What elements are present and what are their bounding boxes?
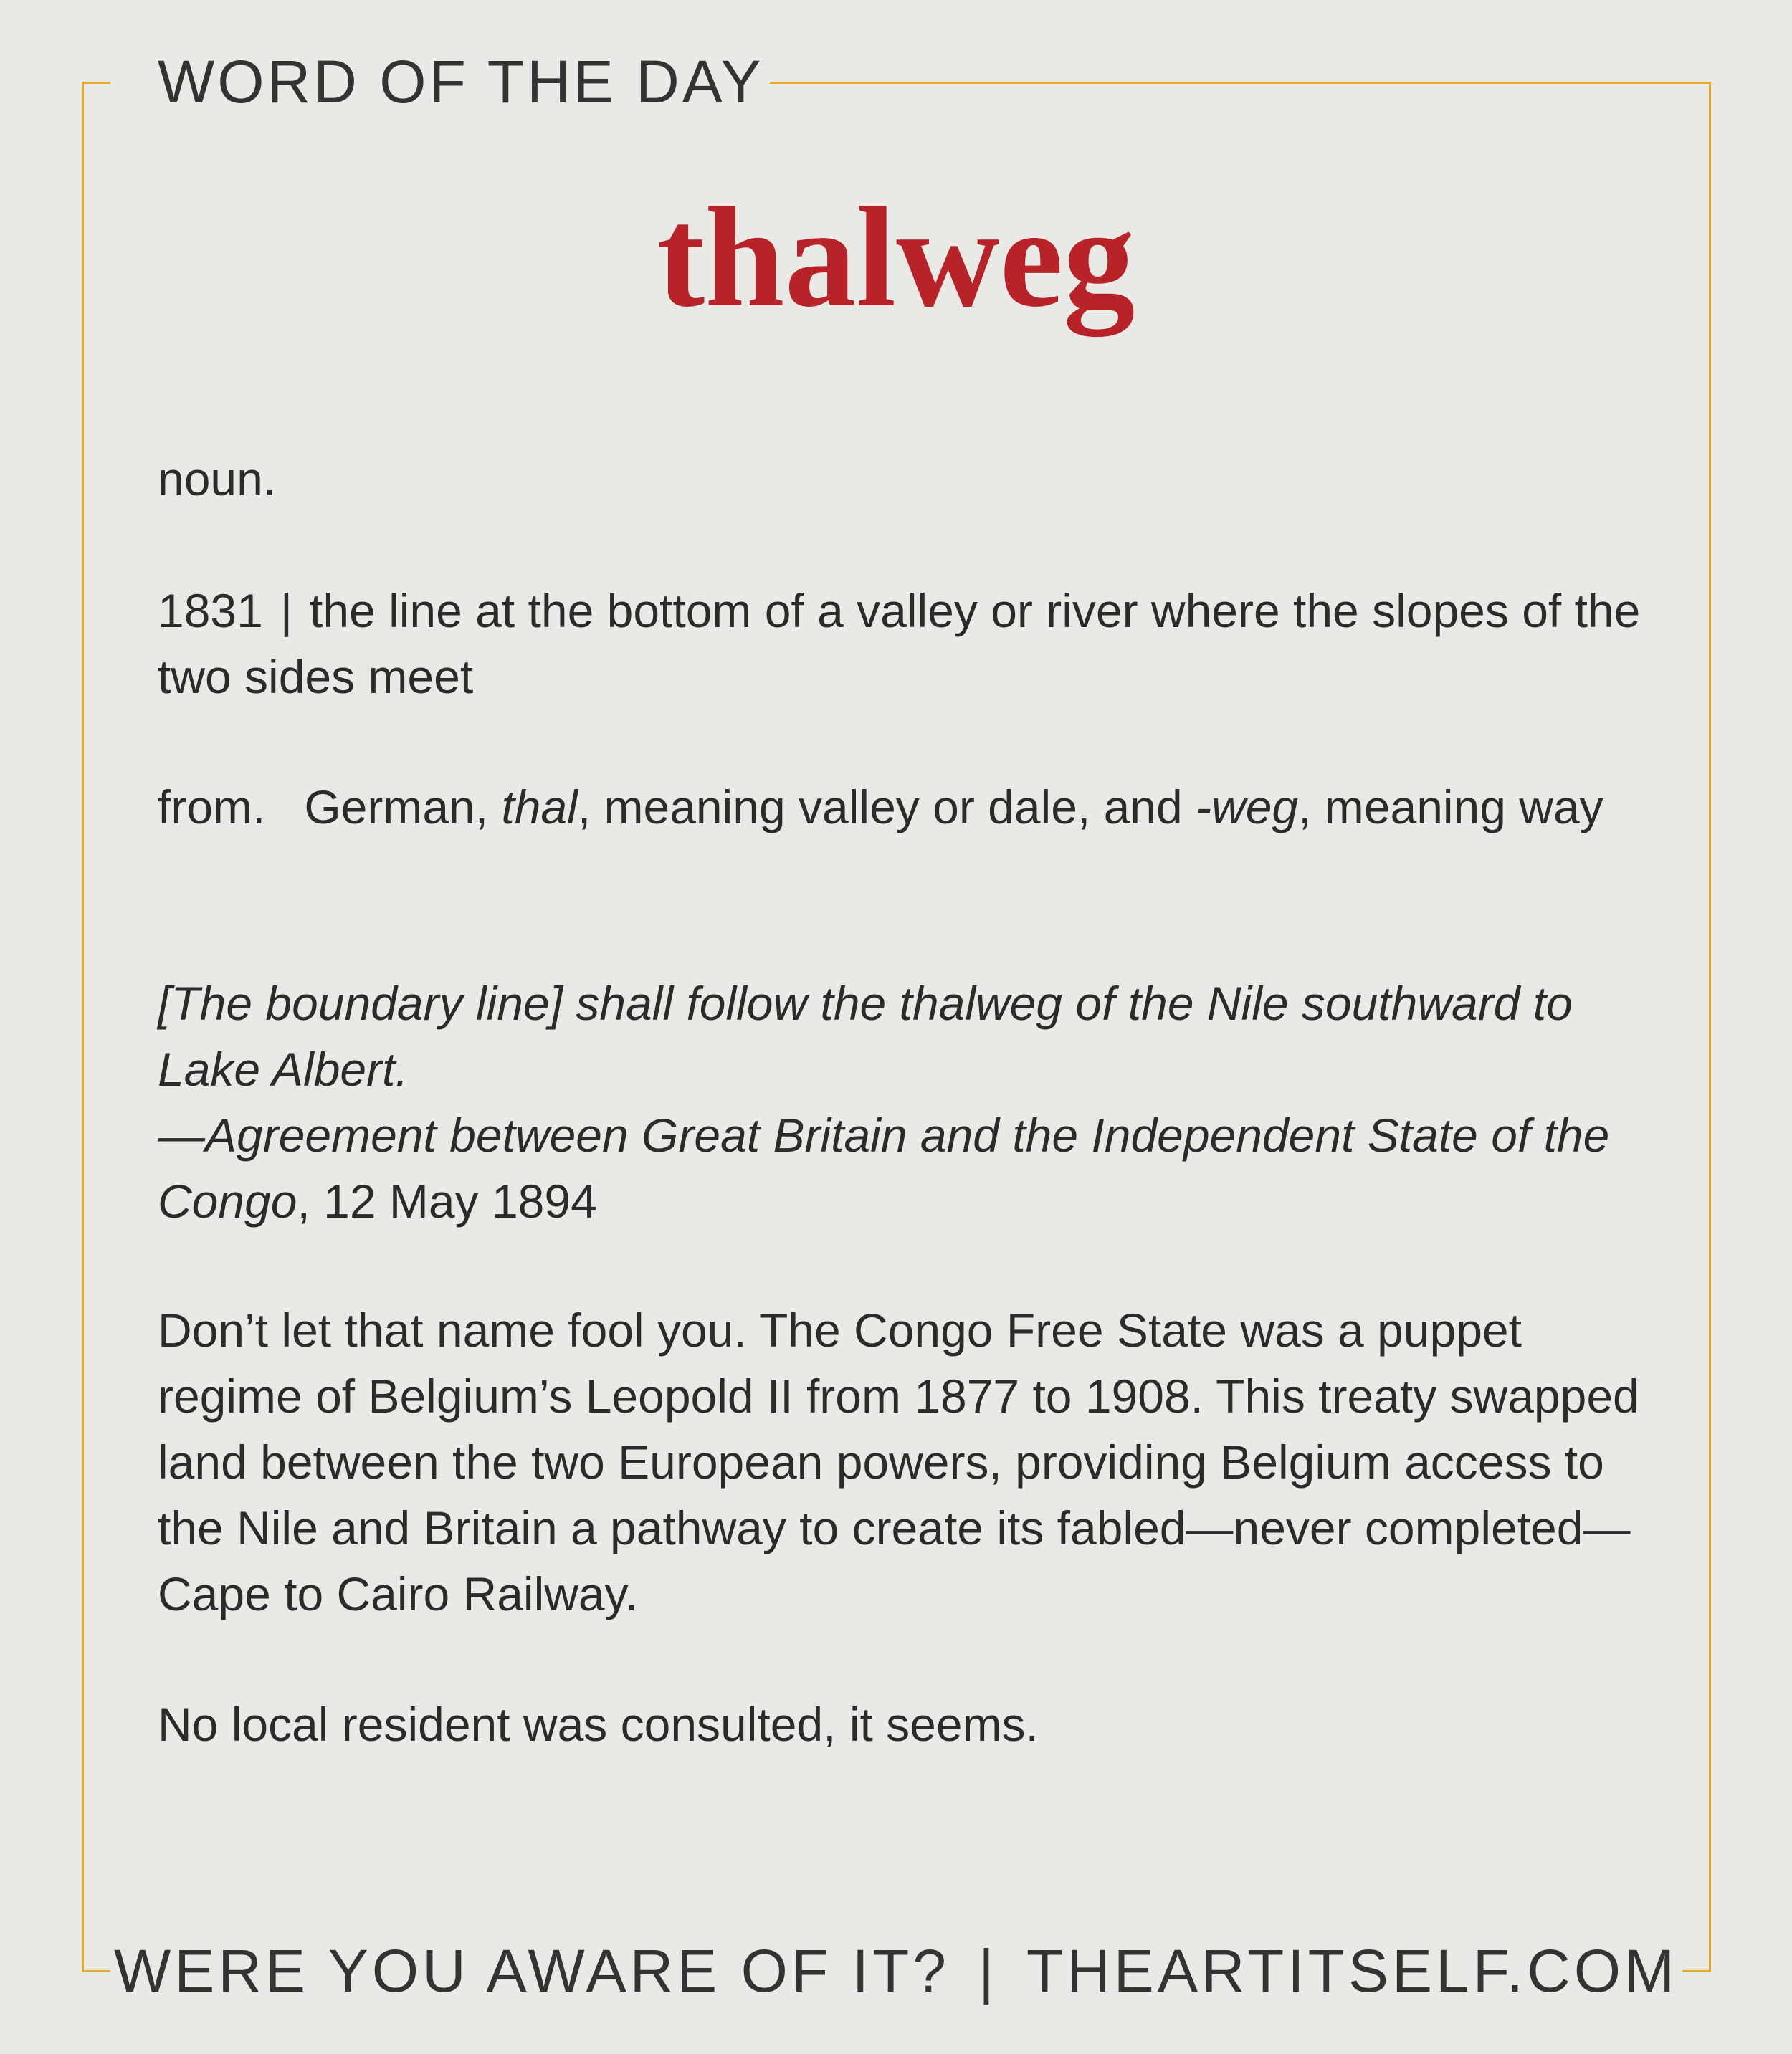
etymology-part1: German,	[304, 780, 502, 833]
definition	[158, 578, 1656, 710]
etymology	[158, 774, 1656, 840]
etymology-term2: -weg	[1196, 780, 1299, 833]
definition-separator: |	[280, 584, 292, 637]
etymology-term1: thal	[501, 780, 578, 833]
headword: thalweg	[657, 178, 1135, 337]
frame-top-left-line	[82, 82, 110, 84]
frame-right-line	[1709, 82, 1711, 1972]
part-of-speech: noun.	[158, 452, 277, 505]
footer-site-link[interactable]: THEARTITSELF.COM	[1026, 1937, 1679, 2005]
etymology-label: from.	[158, 780, 266, 833]
frame-top-right-line	[770, 82, 1711, 84]
etymology-part3: , meaning way	[1298, 780, 1603, 833]
commentary: Don’t let that name fool you. The Congo Free State was a puppet regime of Belgium’s Leopold II from 1877 to 1908. This treaty swapped land between the two European powers, providing Belgium access to the Nile and Britain a pathway to create its fabled—never completed—Cape to Cairo Railway.	[158, 1304, 1639, 1620]
definition-year: 1831	[158, 584, 263, 637]
quote-source-title: —Agreement between Great Britain and the Independent State of the Congo	[158, 1109, 1610, 1228]
quote-source-date: , 12 May 1894	[297, 1175, 597, 1228]
etymology-part2: , meaning valley or dale, and	[577, 780, 1196, 833]
quote-source	[158, 1102, 1656, 1234]
footer	[0, 1935, 1792, 2007]
footer-question: WERE YOU AWARE OF IT?	[113, 1937, 950, 2005]
closing-line: No local resident was consulted, it seems.	[158, 1698, 1039, 1751]
definition-text: the line at the bottom of a valley or river where the slopes of the two sides meet	[158, 584, 1641, 703]
footer-separator: |	[978, 1937, 998, 2005]
quote-text: [The boundary line] shall follow the thalweg of the Nile southward to Lake Albert.	[158, 977, 1573, 1096]
frame-left-line	[82, 82, 84, 1972]
usage-quote	[158, 970, 1656, 1234]
header-label: WORD OF THE DAY	[158, 48, 764, 115]
